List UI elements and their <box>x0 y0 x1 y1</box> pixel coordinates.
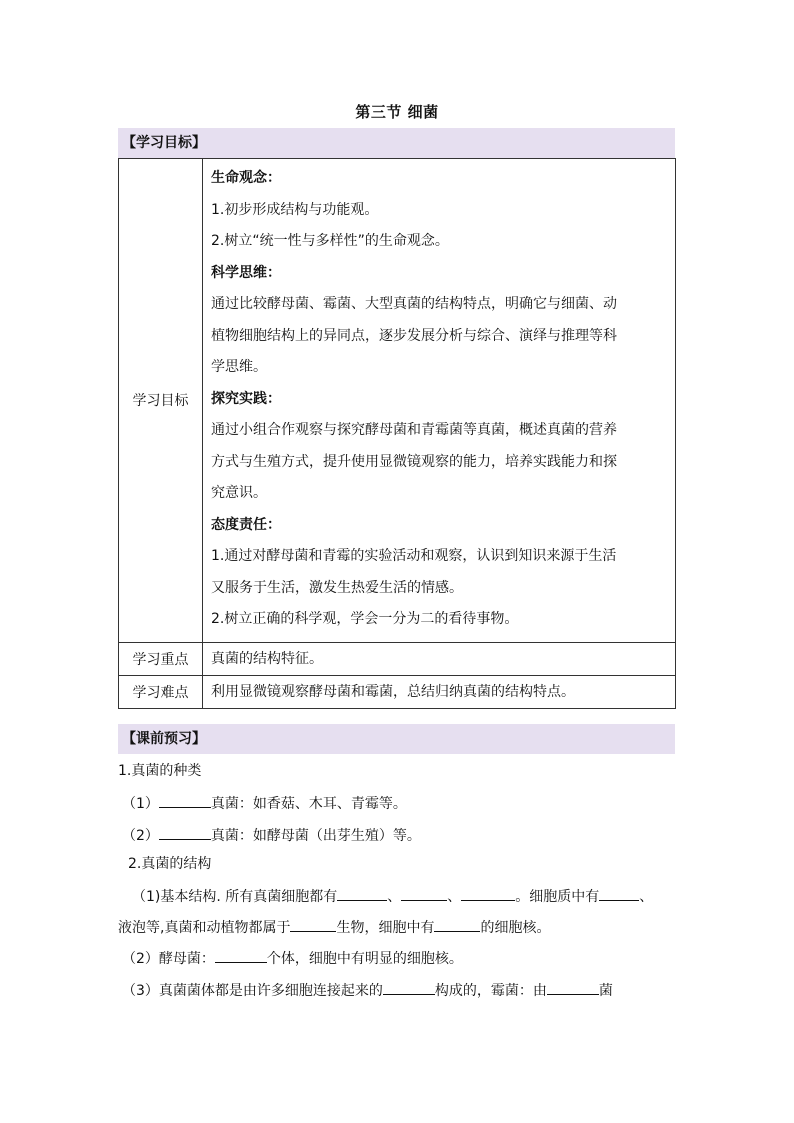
fill-blank[interactable] <box>159 825 211 840</box>
goal-text-line: 1.初步形成结构与功能观。 <box>211 201 379 218</box>
goal-category-heading: 科学思维： <box>211 264 281 281</box>
section-header-learning-goals: 【学习目标】 <box>118 128 675 158</box>
table-row <box>119 159 676 643</box>
preview-line-2 <box>122 793 407 814</box>
goal-text-line: 1.通过对酵母菌和青霉的实验活动和观察，认识到知识来源于生活 <box>211 548 617 564</box>
fill-blank[interactable] <box>599 886 639 901</box>
key-points-text: 真菌的结构特征。 <box>203 642 676 675</box>
row-label-difficulties: 学习难点 <box>119 675 203 708</box>
fill-blank[interactable] <box>215 948 267 963</box>
line-text: 真菌：如香菇、木耳、青霉等。 <box>210 796 407 812</box>
difficulties-text: 利用显微镜观察酵母菌和霉菌，总结归纳真菌的结构特点。 <box>203 675 676 708</box>
item-number: （2） <box>122 828 159 844</box>
goal-text-line: 究意识。 <box>211 485 267 501</box>
section-header-preview: 【课前预习】 <box>118 724 675 754</box>
line-text: 真菌：如酵母菌（出芽生殖）等。 <box>210 828 421 844</box>
goals-content <box>203 159 676 643</box>
preview-line-5 <box>132 886 653 907</box>
preview-line-3 <box>122 825 421 846</box>
goal-text-line: 2.树立“统一性与多样性”的生命观念。 <box>211 233 449 249</box>
goal-text-line: 学思维。 <box>211 359 267 375</box>
line-text: 的细胞核。 <box>480 920 551 936</box>
preview-line-8 <box>122 980 613 1001</box>
preview-line-1: 1.真菌的种类 <box>118 763 202 779</box>
goal-category-heading: 态度责任： <box>211 516 281 533</box>
goal-text-line: 通过比较酵母菌、霉菌、大型真菌的结构特点，明确它与细菌、动 <box>211 296 617 312</box>
fill-blank[interactable] <box>461 886 515 901</box>
line-text: 、 <box>387 889 402 905</box>
line-text: 、 <box>639 889 654 905</box>
goal-text-line: 植物细胞结构上的异同点，逐步发展分析与综合、演绎与推理等科 <box>211 327 617 344</box>
learning-goals-table <box>118 158 676 709</box>
line-text: （3）真菌菌体都是由许多细胞连接起来的 <box>122 983 383 999</box>
page-title: 第三节 细菌 <box>355 103 439 121</box>
row-label-key-points: 学习重点 <box>119 642 203 675</box>
fill-blank[interactable] <box>337 886 387 901</box>
line-text: 个体，细胞中有明显的细胞核。 <box>266 951 463 967</box>
line-text: 构成的，霉菌：由 <box>434 983 547 999</box>
goal-text-line: 方式与生殖方式，提升使用显微镜观察的能力，培养实践能力和探 <box>211 453 617 470</box>
fill-blank[interactable] <box>401 886 447 901</box>
line-text: 、 <box>447 889 462 905</box>
line-text: （2）酵母菌： <box>122 951 215 967</box>
row-label-goals: 学习目标 <box>119 159 203 643</box>
fill-blank[interactable] <box>159 793 211 808</box>
goal-text-line: 通过小组合作观察与探究酵母菌和青霉菌等真菌，概述真菌的营养 <box>211 422 617 438</box>
line-text: （1)基本结构. 所有真菌细胞都有 <box>132 889 338 905</box>
line-text: 生物，细胞中有 <box>336 920 435 936</box>
preview-line-7 <box>122 948 463 969</box>
table-row <box>119 675 676 708</box>
goal-category-heading: 生命观念： <box>211 170 281 186</box>
preview-line-4: 2.真菌的结构 <box>128 856 212 872</box>
fill-blank[interactable] <box>383 980 435 995</box>
fill-blank[interactable] <box>290 917 336 932</box>
line-text: 菌 <box>598 983 613 999</box>
goal-text-line: 又服务于生活，激发生热爱生活的情感。 <box>211 579 463 596</box>
item-number: （1） <box>122 796 159 812</box>
line-text: 液泡等,真菌和动植物都属于 <box>118 920 291 936</box>
fill-blank[interactable] <box>434 917 480 932</box>
goal-category-heading: 探究实践： <box>211 390 281 407</box>
line-text: 。细胞质中有 <box>515 889 600 905</box>
fill-blank[interactable] <box>547 980 599 995</box>
table-row <box>119 642 676 675</box>
goal-text-line: 2.树立正确的科学观，学会一分为二的看待事物。 <box>211 611 519 627</box>
preview-line-6 <box>118 917 550 938</box>
